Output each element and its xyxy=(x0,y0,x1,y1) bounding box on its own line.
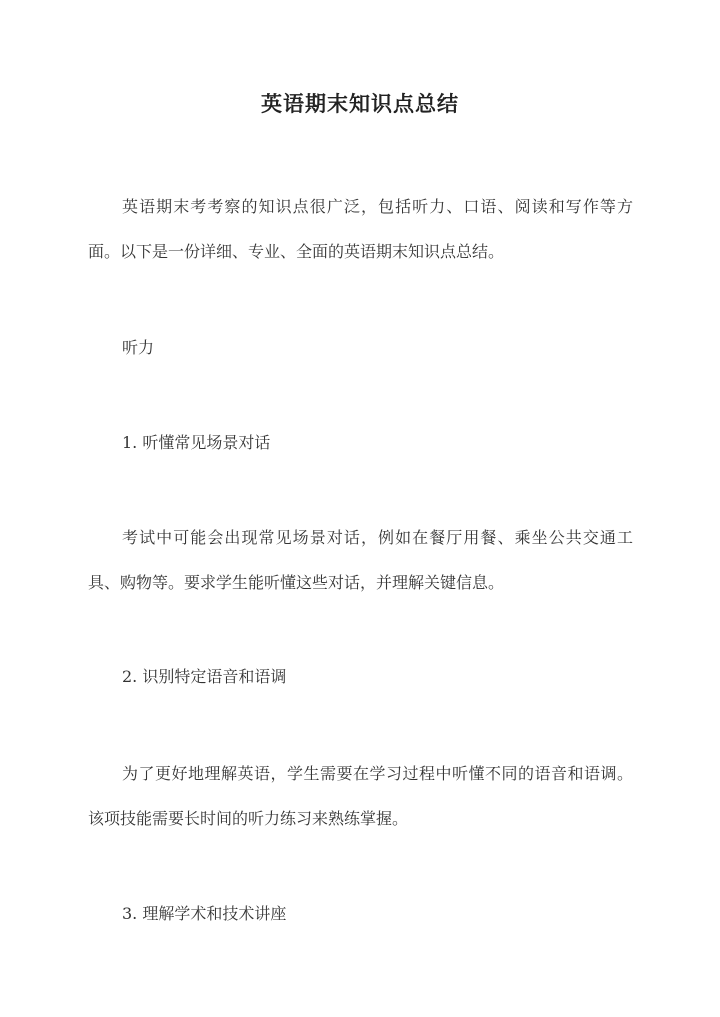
intro-paragraph: 英语期末考考察的知识点很广泛，包括听力、口语、阅读和写作等方面。以下是一份详细、专业、全面的英语期末知识点总结。 xyxy=(88,197,633,261)
item-heading-2: 2. 识别特定语音和语调 xyxy=(122,667,287,686)
item-paragraph-1: 考试中可能会出现常见场景对话，例如在餐厅用餐、乘坐公共交通工具、购物等。要求学生能听懂这些对话，并理解关键信息。 xyxy=(88,528,633,592)
item-paragraph-2: 为了更好地理解英语，学生需要在学习过程中听懂不同的语音和语调。该项技能需要长时间的听力练习来熟练掌握。 xyxy=(88,764,633,828)
item-heading-3: 3. 理解学术和技术讲座 xyxy=(122,904,287,923)
document-title: 英语期末知识点总结 xyxy=(261,91,459,116)
item-heading-1: 1. 听懂常见场景对话 xyxy=(122,433,271,452)
section-heading-listening: 听力 xyxy=(122,338,155,357)
